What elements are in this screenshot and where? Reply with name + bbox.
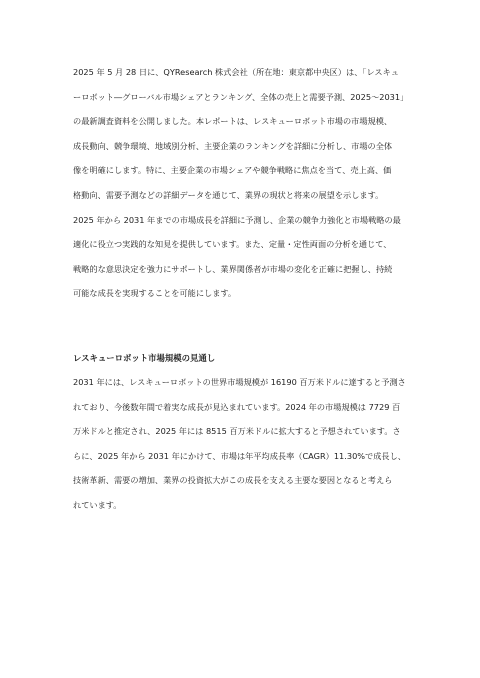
outlook-line: 技術革新、需要の増加、業界の投資拡大がこの成長を支える主要な要因となると考えら: [73, 475, 393, 486]
intro-line: 格動向、需要予測などの詳細データを通じて、業界の現状と将来の展望を示します。: [73, 189, 384, 200]
intro-paragraph: [73, 60, 418, 306]
outlook-line: れています。: [73, 499, 122, 510]
outlook-line: 2031 年には、レスキューロボットの世界市場規模が 16190 百万米ドルに達すると予測さ: [73, 377, 406, 387]
intro-line: 成長動向、競争環境、地域別分析、主要企業のランキングを詳細に分析し、市場の全体: [73, 140, 393, 151]
outlook-line: れており、今後数年間で着実な成長が見込まれています。2024 年の市場規模は 7729 百: [73, 401, 401, 412]
market-outlook-paragraph: [73, 370, 418, 518]
intro-line: 可能な成長を実現することを可能にします。: [73, 288, 237, 299]
intro-line: 戦略的な意思決定を強力にサポートし、業界関係者が市場の変化を正確に把握し、持続: [73, 263, 393, 274]
intro-line: 2025 年から 2031 年までの市場成長を詳細に予測し、企業の競争力強化と市場戦略の最: [73, 214, 401, 225]
outlook-line: 万米ドルと推定され、2025 年には 8515 百万米ドルに拡大すると予想されています。さ: [73, 426, 401, 437]
outlook-line: らに、2025 年から 2031 年にかけて、市場は年平均成長率（CAGR）11.30%で成長し、: [73, 450, 406, 461]
intro-line: の最新調査資料を公開しました。本レポートは、レスキューロボット市場の市場規模、: [73, 116, 393, 127]
intro-line: 像を明確にします。特に、主要企業の市場シェアや競争戦略に焦点を当て、売上高、価: [73, 165, 392, 176]
intro-line: 適化に役立つ実践的な知見を提供しています。また、定量・定性両面の分析を通じて、: [73, 239, 392, 250]
intro-line: ーロボット―グローバル市場シェアとランキング、全体の売上と需要予測、2025〜2031」: [73, 91, 409, 102]
intro-line: 2025 年 5 月 28 日に、QYResearch 株式会社（所在地：東京都中央区）は、「レスキュ: [73, 67, 399, 77]
section-heading: レスキューロボット市場規模の見通し: [73, 353, 216, 363]
